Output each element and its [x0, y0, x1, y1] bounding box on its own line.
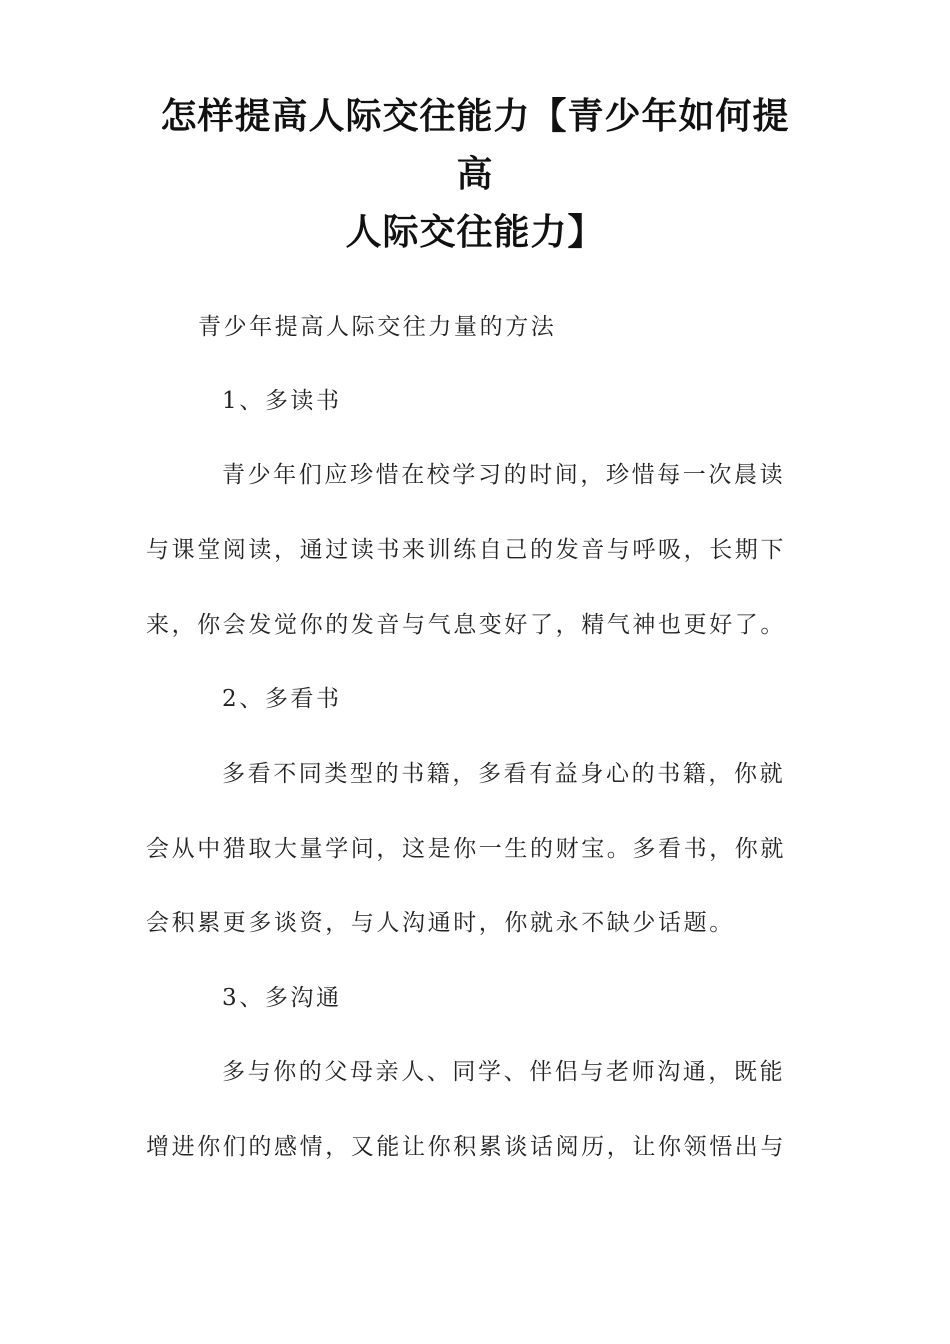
paragraph-line: 增进你们的感情，又能让你积累谈话阅历，让你领悟出与 — [146, 1134, 786, 1160]
paragraph-line: 多看不同类型的书籍，多看有益身心的书籍，你就 — [222, 761, 786, 787]
title-line-2: 人际交往能力】 — [345, 212, 605, 253]
list-item-heading-3: 3、多沟通 — [222, 985, 342, 1011]
paragraph-line: 与课堂阅读，通过读书来训练自己的发音与呼吸，长期下 — [146, 537, 786, 563]
paragraph-line: 多与你的父母亲人、同学、伴侣与老师沟通，既能 — [222, 1059, 786, 1085]
paragraph-line: 青少年们应珍惜在校学习的时间，珍惜每一次晨读 — [222, 462, 786, 488]
document-title — [145, 88, 805, 262]
paragraph-line: 会积累更多谈资，与人沟通时，你就永不缺少话题。 — [146, 910, 735, 936]
paragraph-line: 来，你会发觉你的发音与气息变好了，精气神也更好了。 — [146, 612, 786, 638]
title-line-1: 怎样提高人际交往能力【青少年如何提高 — [160, 96, 790, 195]
list-item-heading-2: 2、多看书 — [222, 686, 342, 712]
paragraph-line: 会从中猎取大量学问，这是你一生的财宝。多看书，你就 — [146, 836, 786, 862]
section-heading: 青少年提高人际交往力量的方法 — [198, 314, 557, 340]
list-item-heading-1: 1、多读书 — [222, 388, 342, 414]
